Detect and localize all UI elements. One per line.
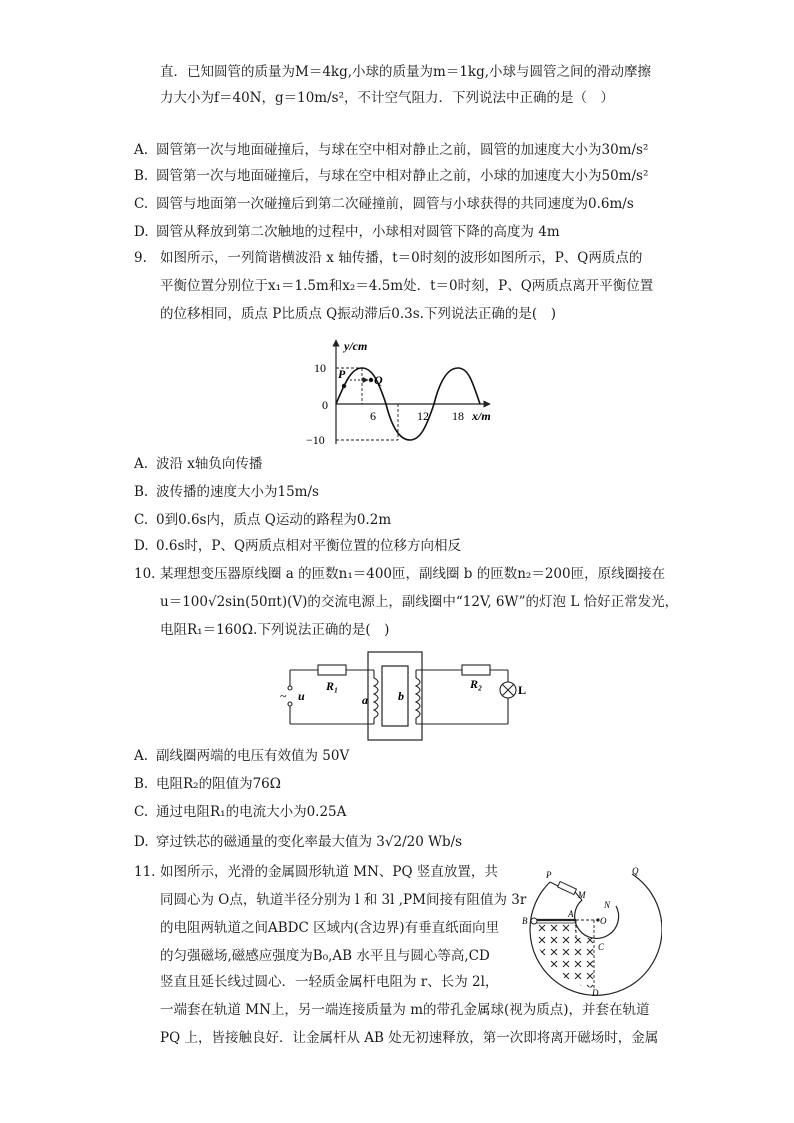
- label-q: Q: [632, 866, 639, 876]
- terminal-top: [288, 686, 292, 690]
- q11-stem-line-4: 的匀强磁场,磁感应强度为B₀,AB 水平且与圆心等高,CD: [160, 948, 490, 964]
- y-tick-0: 0: [322, 398, 328, 412]
- q10-option-d: [134, 832, 462, 852]
- option-text: 0到0.6s内，质点 Q运动的路程为0.2m: [156, 512, 392, 528]
- q8-stem-line-2: 力大小为f＝40N，g＝10m/s²，不计空气阻力．下列说法中正确的是（ ）: [160, 90, 614, 106]
- terminal-bottom: [288, 702, 292, 706]
- option-letter: D.: [134, 834, 149, 850]
- q10-stem-line-1: 某理想变压器原线圈 a 的匝数n₁＝400匝，副线圈 b 的匝数n₂＝200匝，原线圈接在: [160, 566, 666, 582]
- option-text: 0.6s时，P、Q两质点相对平衡位置的位移方向相反: [156, 538, 462, 554]
- option-text: 圆管从释放到第二次触地的过程中，小球相对圆管下降的高度为 4m: [156, 224, 560, 240]
- option-letter: A.: [134, 456, 149, 472]
- option-text: 圆管第一次与地面碰撞后，与球在空中相对静止之前，圆管的加速度大小为30m/s²: [156, 142, 649, 158]
- x-tick-6: 6: [370, 409, 376, 423]
- label-b: b: [398, 689, 404, 703]
- x-tick-18: 18: [452, 409, 464, 423]
- q10-option-c: [134, 802, 346, 822]
- q8-option-b: [134, 166, 648, 186]
- label-a: a: [362, 693, 368, 707]
- source-symbol: ~: [280, 689, 287, 703]
- label-p: P: [546, 870, 552, 880]
- q11-stem-line-2: 同圆心为 O点，轨道半径分别为 l 和 3l ,PM间接有阻值为 3r: [160, 892, 527, 908]
- q9-stem-line-3: 的位移相同，质点 P比质点 Q振动滞后0.3s.下列说法正确的是( ): [160, 306, 556, 322]
- q11-stem-line-3: 的电阻两轨道之间ABDC 区域内(含边界)有垂直纸面向里: [160, 920, 500, 936]
- ring-track-figure: [512, 862, 662, 998]
- option-text: 圆管第一次与地面碰撞后，与球在空中相对静止之前，小球的加速度大小为50m/s²: [156, 168, 649, 184]
- q9-stem-line-1: 如图所示，一列简谐横波沿 x 轴传播，t＝0时刻的波形如图所示，P、Q两质点的: [160, 250, 643, 266]
- metal-ball: [531, 918, 537, 924]
- x-axis-label: x/m: [472, 409, 491, 423]
- option-text: 波沿 x轴负向传播: [156, 456, 263, 472]
- option-text: 穿过铁芯的磁通量的变化率最大值为 3√2/20 Wb/s: [156, 834, 463, 850]
- transformer-figure: [276, 648, 526, 744]
- option-letter: D.: [134, 224, 149, 240]
- resistor-r1: [318, 665, 346, 675]
- label-r1: R₁: [326, 679, 339, 693]
- q8-option-d: [134, 222, 560, 242]
- option-letter: B.: [134, 776, 149, 792]
- option-letter: C.: [134, 804, 149, 820]
- x-tick-12: 12: [417, 409, 429, 423]
- resistor-r2: [462, 665, 490, 675]
- option-text: 副线圈两端的电压有效值为 50V: [156, 748, 350, 764]
- label-m: M: [578, 890, 586, 900]
- option-letter: B.: [134, 168, 149, 184]
- label-c: C: [598, 942, 605, 952]
- transformer-core: [368, 652, 422, 740]
- option-text: 通过电阻R₁的电流大小为0.25A: [156, 804, 347, 820]
- label-o: O: [600, 916, 607, 926]
- label-q: Q: [374, 373, 383, 387]
- q10-option-a: [134, 746, 349, 766]
- q11-stem-line-5: 竖直且延长线过圆心．一轻质金属杆电阻为 r、长为 2l，: [160, 974, 499, 990]
- q9-option-a: [134, 454, 262, 474]
- option-letter: B.: [134, 484, 149, 500]
- q10-option-b: [134, 774, 281, 794]
- q9-option-b: [134, 482, 319, 502]
- q11-wide-line-2: PQ 上，皆接触良好．让金属杆从 AB 处无初速释放，第一次即将离开磁场时，金属: [160, 1030, 659, 1046]
- q8-option-a: [134, 140, 648, 160]
- resistor-3r: [558, 881, 577, 894]
- label-lamp: L: [518, 683, 526, 697]
- q9-option-c: [134, 510, 391, 530]
- coil-a: [374, 678, 378, 718]
- option-letter: A.: [134, 142, 149, 158]
- option-letter: D.: [134, 538, 149, 554]
- label-a: A: [568, 909, 574, 919]
- y-axis-label: y/cm: [344, 339, 368, 353]
- option-text: 电阻R₂的阻值为76Ω: [156, 776, 281, 792]
- q8-option-c: [134, 194, 634, 214]
- q11-wide-line-1: 一端套在轨道 MN上，另一端连接质量为 m的带孔金属球(视为质点)，并套在轨道: [160, 1002, 650, 1018]
- q9-stem-line-2: 平衡位置分别位于x₁＝1.5m和x₂＝4.5m处．t＝0时刻，P、Q两质点离开平衡位置: [160, 278, 654, 294]
- q10-number: 10.: [134, 566, 156, 582]
- label-r2: R₂: [470, 677, 483, 691]
- coil-b: [416, 678, 420, 718]
- point-p: [342, 384, 346, 388]
- y-tick-10: 10: [314, 361, 326, 375]
- q11-number: 11.: [134, 864, 156, 880]
- label-b: B: [522, 916, 528, 926]
- q11-stem-line-1: 如图所示，光滑的金属圆形轨道 MN、PQ 竖直放置，共: [160, 864, 498, 880]
- point-q: [369, 378, 373, 382]
- q9-number: 9.: [134, 250, 147, 266]
- magnetic-field-region: [534, 920, 594, 988]
- option-text: 波传播的速度大小为15m/s: [156, 484, 319, 500]
- y-tick-neg10: −10: [306, 433, 325, 447]
- q10-stem-line-3: 电阻R₁＝160Ω.下列说法正确的是( ): [160, 622, 390, 638]
- q8-stem-line-1: 直．已知圆管的质量为M＝4kg,小球的质量为m＝1kg,小球与圆管之间的滑动摩擦: [160, 64, 652, 80]
- q9-option-d: [134, 536, 461, 556]
- label-p: P: [338, 367, 346, 381]
- option-letter: C.: [134, 196, 149, 212]
- q10-stem-line-2: u＝100√2sin(50πt)(V)的交流电源上，副线圈中“12V, 6W”的灯泡 L 恰好正常发光，: [160, 594, 679, 610]
- wave-figure: [300, 336, 500, 448]
- option-letter: A.: [134, 748, 149, 764]
- option-text: 圆管与地面第一次碰撞后到第二次碰撞前，圆管与小球获得的共同速度为0.6m/s: [156, 196, 634, 212]
- label-u: u: [298, 689, 305, 703]
- label-n: N: [604, 900, 611, 910]
- label-d: D: [592, 988, 599, 998]
- option-letter: C.: [134, 512, 149, 528]
